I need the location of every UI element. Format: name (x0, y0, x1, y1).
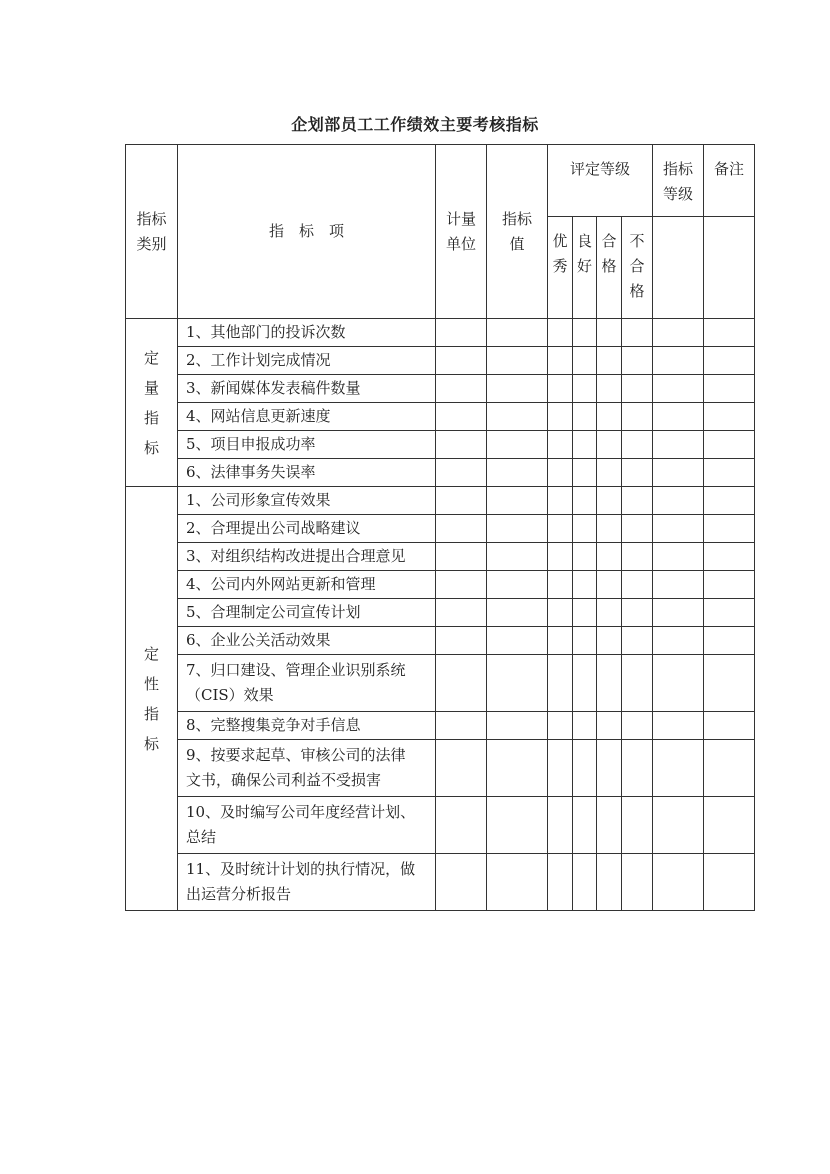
header-item (178, 145, 436, 319)
table-body (126, 145, 755, 911)
rating-excellent-label: 优秀 (552, 232, 568, 275)
blank-cell (653, 543, 704, 571)
indicator-item: 4、公司内外网站更新和管理 (178, 571, 436, 599)
blank-cell (573, 431, 597, 459)
indicator-item-line: 总结 (186, 828, 217, 846)
blank-cell (573, 712, 597, 740)
page-title: 企划部员工工作绩效主要考核指标 (291, 115, 539, 134)
table-row (126, 571, 755, 599)
blank-cell (436, 431, 487, 459)
blank-cell (597, 375, 622, 403)
blank-cell (653, 431, 704, 459)
blank-cell (622, 515, 653, 543)
rating-fail (622, 217, 653, 319)
blank-cell (548, 487, 573, 515)
blank-cell (704, 627, 755, 655)
indicator-item: 1、其他部门的投诉次数 (178, 319, 436, 347)
blank-cell (653, 797, 704, 854)
header-grade-line-2: 等级 (662, 185, 693, 203)
indicator-item: 2、工作计划完成情况 (178, 347, 436, 375)
indicator-item (178, 854, 436, 911)
blank-cell (436, 854, 487, 911)
blank-cell (487, 627, 548, 655)
table-row (126, 459, 755, 487)
blank-cell (548, 347, 573, 375)
indicator-item: 5、项目申报成功率 (178, 431, 436, 459)
blank-cell (487, 459, 548, 487)
blank-cell (548, 431, 573, 459)
table-row (126, 347, 755, 375)
blank-cell (573, 599, 597, 627)
blank-cell (436, 347, 487, 375)
blank-cell (436, 375, 487, 403)
header-value-line-2: 值 (509, 234, 525, 253)
blank-cell (597, 487, 622, 515)
table-row (126, 487, 755, 515)
blank-cell (548, 459, 573, 487)
blank-cell (573, 854, 597, 911)
table-row (126, 431, 755, 459)
blank-cell (622, 627, 653, 655)
blank-cell (622, 854, 653, 911)
blank-cell (653, 712, 704, 740)
blank-cell (622, 403, 653, 431)
blank-cell (487, 599, 548, 627)
header-value-line-1: 指标 (501, 209, 532, 228)
blank-cell (704, 403, 755, 431)
indicator-item: 6、企业公关活动效果 (178, 627, 436, 655)
table-row (126, 599, 755, 627)
blank-cell (487, 797, 548, 854)
blank-cell (548, 599, 573, 627)
blank-cell (487, 515, 548, 543)
blank-cell (487, 375, 548, 403)
indicator-item: 8、完整搜集竞争对手信息 (178, 712, 436, 740)
blank-cell (436, 627, 487, 655)
assessment-table (125, 144, 755, 911)
table-row (126, 797, 755, 854)
blank-cell (704, 740, 755, 797)
header-category (126, 145, 178, 319)
table-row (126, 375, 755, 403)
blank-cell (653, 854, 704, 911)
rating-good (573, 217, 597, 319)
blank-cell (548, 627, 573, 655)
header-unit (436, 145, 487, 319)
blank-cell (622, 599, 653, 627)
header-value (487, 145, 548, 319)
blank-cell (487, 431, 548, 459)
blank-cell (597, 797, 622, 854)
blank-cell (622, 712, 653, 740)
blank-cell (704, 347, 755, 375)
header-rating-group (548, 145, 653, 217)
blank-cell (704, 375, 755, 403)
blank-cell (704, 515, 755, 543)
indicator-item (178, 655, 436, 712)
blank-cell (653, 375, 704, 403)
blank-cell (597, 515, 622, 543)
rating-fail-label: 不合格 (629, 232, 645, 300)
blank-cell (548, 515, 573, 543)
blank-cell (548, 375, 573, 403)
rating-excellent (548, 217, 573, 319)
blank-cell (597, 854, 622, 911)
blank-cell (704, 431, 755, 459)
blank-cell (597, 599, 622, 627)
blank-cell (653, 627, 704, 655)
blank-cell (622, 543, 653, 571)
header-row-1 (126, 145, 755, 217)
blank-cell (436, 599, 487, 627)
indicator-item-line: 出运营分析报告 (186, 885, 292, 903)
blank-cell (487, 854, 548, 911)
header-remark-label: 备注 (713, 160, 744, 178)
blank-cell (487, 403, 548, 431)
header-grade-line-1: 指标 (662, 160, 693, 178)
indicator-item: 5、合理制定公司宣传计划 (178, 599, 436, 627)
blank-cell (622, 431, 653, 459)
blank-cell (704, 543, 755, 571)
table-row (126, 627, 755, 655)
indicator-item-line: （CIS）效果 (186, 686, 274, 704)
blank-cell (622, 319, 653, 347)
blank-cell (573, 459, 597, 487)
header-category-line-2: 类别 (136, 234, 167, 253)
table-row (126, 403, 755, 431)
blank-cell (436, 571, 487, 599)
indicator-item: 3、新闻媒体发表稿件数量 (178, 375, 436, 403)
section-label-cell (126, 487, 178, 911)
blank-cell (548, 740, 573, 797)
table-row (126, 740, 755, 797)
blank-cell (704, 571, 755, 599)
blank-cell (653, 319, 704, 347)
blank-cell (704, 854, 755, 911)
blank-cell (487, 319, 548, 347)
blank-cell (597, 571, 622, 599)
blank-cell (487, 712, 548, 740)
blank-cell (487, 655, 548, 712)
blank-cell (436, 543, 487, 571)
blank-cell (622, 797, 653, 854)
blank-cell (597, 431, 622, 459)
blank-cell (548, 712, 573, 740)
table-row (126, 854, 755, 911)
blank-cell (573, 515, 597, 543)
blank-cell (653, 459, 704, 487)
indicator-item: 6、法律事务失误率 (178, 459, 436, 487)
blank-cell (653, 487, 704, 515)
header-rating-group-label: 评定等级 (569, 160, 630, 178)
blank-cell (573, 543, 597, 571)
blank-cell (573, 347, 597, 375)
blank-cell (704, 487, 755, 515)
indicator-item-line: 9、按要求起草、审核公司的法律 (186, 746, 406, 764)
blank-cell (597, 459, 622, 487)
section-label: 定量指标 (144, 348, 160, 457)
blank-cell (487, 487, 548, 515)
blank-cell (573, 403, 597, 431)
indicator-item: 4、网站信息更新速度 (178, 403, 436, 431)
indicator-item-line: 文书，确保公司利益不受损害 (186, 771, 382, 789)
indicator-item (178, 740, 436, 797)
header-category-line-1: 指标 (136, 209, 167, 228)
indicator-item: 1、公司形象宣传效果 (178, 487, 436, 515)
blank-cell (548, 655, 573, 712)
blank-cell (573, 375, 597, 403)
indicator-item-line: 7、归口建设、管理企业识别系统 (186, 661, 406, 679)
blank-cell (436, 319, 487, 347)
blank-cell (548, 571, 573, 599)
blank-cell (622, 655, 653, 712)
section-label-cell (126, 319, 178, 487)
blank-cell (436, 459, 487, 487)
blank-cell (622, 571, 653, 599)
blank-cell (653, 571, 704, 599)
blank-cell (653, 347, 704, 375)
blank-cell (548, 319, 573, 347)
blank-cell (436, 655, 487, 712)
blank-cell (573, 571, 597, 599)
blank-cell (573, 627, 597, 655)
table-row (126, 515, 755, 543)
blank-cell (548, 854, 573, 911)
blank-cell (548, 403, 573, 431)
section-label: 定性指标 (144, 644, 160, 753)
blank-cell (573, 740, 597, 797)
blank-cell (597, 655, 622, 712)
blank-cell (436, 740, 487, 797)
blank-cell (704, 459, 755, 487)
blank-cell (573, 655, 597, 712)
blank-cell (597, 740, 622, 797)
rating-pass (597, 217, 622, 319)
blank-cell (487, 571, 548, 599)
blank-cell (704, 712, 755, 740)
blank-cell (653, 515, 704, 543)
blank-cell (597, 712, 622, 740)
blank-cell (487, 347, 548, 375)
blank-cell (622, 375, 653, 403)
remark-blank-cell (704, 217, 755, 319)
header-unit-line-2: 单位 (445, 234, 476, 253)
table-row (126, 655, 755, 712)
rating-pass-label: 合格 (601, 232, 617, 275)
blank-cell (573, 319, 597, 347)
blank-cell (436, 797, 487, 854)
blank-cell (704, 319, 755, 347)
blank-cell (704, 797, 755, 854)
rating-good-label: 良好 (577, 232, 593, 275)
blank-cell (487, 543, 548, 571)
blank-cell (704, 599, 755, 627)
blank-cell (622, 740, 653, 797)
blank-cell (622, 347, 653, 375)
header-remark (704, 145, 755, 217)
grade-blank-cell (653, 217, 704, 319)
blank-cell (622, 487, 653, 515)
blank-cell (653, 655, 704, 712)
indicator-item-line: 10、及时编写公司年度经营计划、 (186, 803, 416, 821)
blank-cell (597, 627, 622, 655)
blank-cell (597, 319, 622, 347)
indicator-item: 2、合理提出公司战略建议 (178, 515, 436, 543)
blank-cell (573, 487, 597, 515)
blank-cell (597, 543, 622, 571)
indicator-item: 3、对组织结构改进提出合理意见 (178, 543, 436, 571)
blank-cell (573, 797, 597, 854)
blank-cell (653, 403, 704, 431)
blank-cell (487, 740, 548, 797)
blank-cell (548, 797, 573, 854)
blank-cell (436, 712, 487, 740)
blank-cell (436, 487, 487, 515)
header-unit-line-1: 计量 (445, 209, 476, 228)
blank-cell (704, 655, 755, 712)
table-row (126, 319, 755, 347)
table-row (126, 712, 755, 740)
blank-cell (622, 459, 653, 487)
blank-cell (653, 599, 704, 627)
blank-cell (597, 347, 622, 375)
blank-cell (653, 740, 704, 797)
indicator-item (178, 797, 436, 854)
header-grade (653, 145, 704, 217)
header-item-label: 指 标 项 (268, 222, 344, 240)
blank-cell (548, 543, 573, 571)
indicator-item-line: 11、及时统计计划的执行情况，做 (186, 860, 416, 878)
blank-cell (436, 403, 487, 431)
blank-cell (436, 515, 487, 543)
table-row (126, 543, 755, 571)
blank-cell (597, 403, 622, 431)
